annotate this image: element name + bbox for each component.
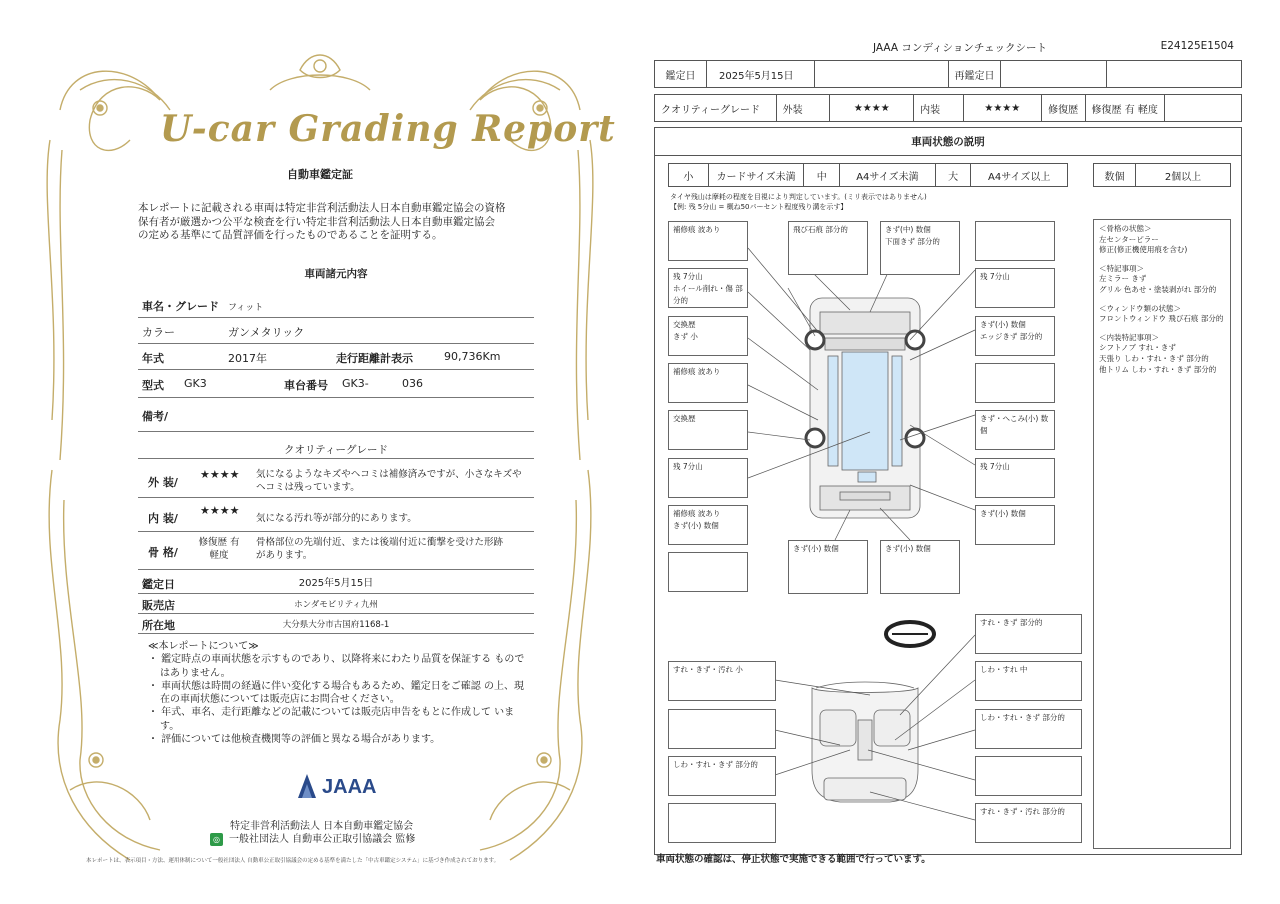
frame-row: 骨 格/ 修復歴 有 軽度 骨格部位の先端付近、または後端付近に衝撃を受けた形跡 があります。 (138, 532, 534, 570)
inspection-date-row: 鑑定日 2025年5月15日 再鑑定日 (654, 60, 1242, 88)
damage-box-bottom-2: きず(小) 数個 (880, 540, 960, 594)
damage-box-bottom-1: きず(小) 数個 (788, 540, 868, 594)
damage-box-right-3: きず(小) 数個 エッジきず 部分的 (975, 316, 1055, 356)
report-notes: ≪本レポートについて≫ ・ 鑑定時点の車両状態を示すものであり、以降将来にわたり品質を保証する ものではありません。 ・ 車両状態は時間の経過に伴い変化する場合もあるため、鑑定日をご確認 の上、現在の車両状態については販売店にお問合せください。 ・ 年式、車名、走行距離などの記載については販売店申告をもとに作成して います。 ・ 評価については他検査機関等の評価と異なる場合があります。 (148, 641, 525, 746)
interior-box-right-5: すれ・きず・汚れ 部分的 (975, 803, 1082, 843)
interior-box-left-3: しわ・すれ・きず 部分的 (668, 756, 776, 796)
document-id: E24125E1504 (1160, 40, 1234, 52)
intro-text: 本レポートに記載される車両は特定非営利活動法人日本自動車鑑定協会の資格 保有者が厳選かつ公平な検査を行い特定非営利活動法人日本自動車鑑定協会 の定める基準にて品質評価を行ったものであることを証明する。 (138, 202, 506, 241)
vehicle-spec-heading: 車両諸元内容 (304, 268, 368, 280)
organization-names: 特定非営利活動法人 日本自動車鑑定協会 ◎ 一般社団法人 自動車公正取引協議会 監修 (210, 820, 415, 846)
interior-box-right-2: しわ・すれ 中 (975, 661, 1082, 701)
damage-box-left-1: 補修痕 波あり (668, 221, 748, 261)
interior-note: ＜内装特記事項＞ シフトノブ すれ・きず 天張り しわ・すれ・きず 部分的 他トリム しわ・すれ・きず 部分的 (1099, 332, 1217, 374)
interior-box-right-3: しわ・すれ・きず 部分的 (975, 709, 1082, 749)
vehicle-condition-panel: 車両状態の説明 (654, 127, 1242, 855)
interior-row: 内 装/ ★★★★ 気になる汚れ等が部分的にあります。 (138, 498, 534, 532)
special-note: ＜特記事項＞ 左ミラー きず グリル 色あせ・塗装剥がれ 部分的 (1099, 263, 1217, 294)
report-title: U-car Grading Report (160, 108, 616, 150)
tire-note: タイヤ残山は摩耗の程度を目視により判定しています。(ミリ表示ではありません) 【例: 残 5分山 = 概ね50パーセント程度残り溝を示す】 (670, 193, 927, 211)
interior-stars: ★★★★ (200, 504, 240, 517)
damage-box-right-4 (975, 363, 1055, 403)
quality-grade-heading: クオリティーグレード (284, 444, 388, 456)
sheet-title: JAAA コンディションチェックシート (872, 42, 1048, 54)
damage-size-legend: 小 カードサイズ未満 中 A4サイズ未満 大 A4サイズ以上 (668, 163, 1068, 187)
color-row: カラー ガンメタリック (138, 318, 534, 344)
damage-box-right-7: きず(小) 数個 (975, 505, 1055, 545)
damage-box-top-2: きず(中) 数個 下面きず 部分的 (880, 221, 960, 275)
interior-box-right-1: すれ・きず 部分的 (975, 614, 1082, 654)
damage-box-left-8 (668, 552, 748, 592)
damage-box-left-2: 残 7分山 ホイール削れ・傷 部分的 (668, 268, 748, 308)
footnote: 本レポートは、表示項目・方法、運用体制について一般社団法人 自動車公正取引協議会の定める基準を満たした「中古車鑑定システム」に基づき作成されております。 (86, 858, 500, 864)
certificate-heading: 自動車鑑定証 (287, 168, 353, 181)
jaaa-logo: JAAA (296, 770, 386, 804)
interior-box-right-4 (975, 756, 1082, 796)
damage-box-left-7: 補修痕 波あり きず(小) 数個 (668, 505, 748, 545)
inspection-scope-note: 車両状態の確認は、停止状態で実施できる範囲で行っています。 (656, 854, 931, 865)
count-legend: 数個 2個以上 (1093, 163, 1231, 187)
damage-box-left-5: 交換歴 (668, 410, 748, 450)
year-row: 年式 2017年 走行距離計表示 90,736Km (138, 344, 534, 370)
car-name-row: 車名・グレード フィット (138, 292, 534, 318)
exterior-stars: ★★★★ (830, 95, 914, 121)
frame-condition-note: ＜骨格の状態＞ 左センターピラー 修正(修正機使用痕を含む) (1099, 224, 1188, 255)
damage-box-right-1 (975, 221, 1055, 261)
damage-box-right-5: きず・へこみ(小) 数個 (975, 410, 1055, 450)
exterior-row: 外 装/ ★★★★ 気になるようなキズやヘコミは補修済みですが、小さなキズや ヘコミは残っています。 (138, 460, 534, 498)
condition-notes-panel (1093, 219, 1231, 849)
damage-box-left-3: 交換歴 きず 小 (668, 316, 748, 356)
interior-box-left-4 (668, 803, 776, 843)
damage-box-right-2: 残 7分山 (975, 268, 1055, 308)
remarks-row: 備考/ (138, 398, 534, 432)
damage-box-left-6: 残 7分山 (668, 458, 748, 498)
model-row: 型式 GK3 車台番号 GK3- 036 (138, 370, 534, 398)
date-row: 鑑定日 2025年5月15日 (138, 572, 534, 594)
damage-box-right-6: 残 7分山 (975, 458, 1055, 498)
interior-box-left-2 (668, 709, 776, 749)
window-condition-note: ＜ウィンドウ類の状態＞ フロントウィンドウ 飛び石痕 部分的 (1099, 303, 1224, 324)
dealer-row: 販売店 ホンダモビリティ九州 (138, 594, 534, 614)
damage-box-left-4: 補修痕 波あり (668, 363, 748, 403)
quality-grade-row: クオリティーグレード 外装 ★★★★ 内装 ★★★★ 修復歴 修復歴 有 軽度 (654, 94, 1242, 122)
interior-stars: ★★★★ (964, 95, 1042, 121)
interior-box-left-1: すれ・きず・汚れ 小 (668, 661, 776, 701)
fair-trade-icon: ◎ (210, 833, 223, 846)
damage-box-top-1: 飛び石痕 部分的 (788, 221, 868, 275)
address-row: 所在地 大分県大分市古国府1168-1 (138, 614, 534, 634)
exterior-stars: ★★★★ (200, 468, 240, 481)
